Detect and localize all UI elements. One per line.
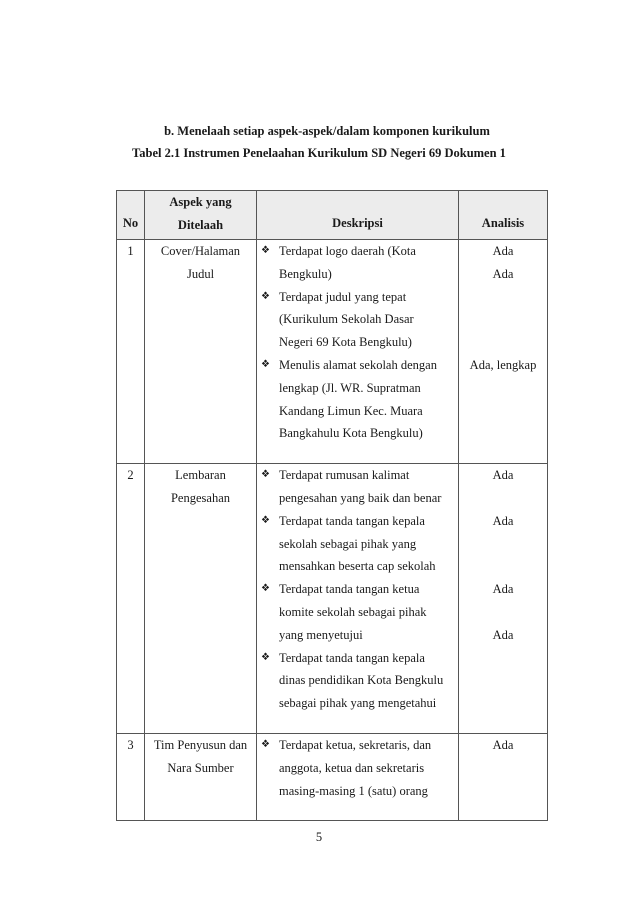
table-row bbox=[117, 464, 548, 734]
analisis-value: Ada bbox=[492, 582, 514, 597]
deskripsi-item bbox=[261, 578, 456, 646]
deskripsi-line: Terdapat tanda tangan kepala bbox=[279, 513, 425, 528]
deskripsi-line: mensahkan beserta cap sekolah bbox=[279, 559, 436, 574]
header-analisis: Analisis bbox=[459, 191, 548, 240]
analisis-value: Ada bbox=[492, 266, 514, 281]
deskripsi-item bbox=[261, 734, 456, 802]
deskripsi-line: Kandang Limun Kec. Muara bbox=[279, 403, 423, 418]
diamond-bullet-icon: ❖ bbox=[261, 651, 270, 663]
deskripsi-item bbox=[261, 464, 456, 510]
deskripsi-line: dinas pendidikan Kota Bengkulu bbox=[279, 673, 444, 688]
analisis-value: Ada, lengkap bbox=[469, 357, 537, 372]
deskripsi-line: Terdapat logo daerah (Kota bbox=[279, 244, 416, 258]
aspek-cell bbox=[145, 733, 257, 820]
analisis-gap bbox=[459, 331, 547, 354]
deskripsi-text bbox=[279, 464, 456, 510]
aspek-cell bbox=[145, 240, 257, 464]
deskripsi-item bbox=[261, 240, 456, 286]
deskripsi-line: Bengkulu) bbox=[279, 266, 332, 281]
diamond-bullet-icon: ❖ bbox=[261, 738, 270, 750]
analisis-value: Ada bbox=[492, 737, 514, 752]
deskripsi-item bbox=[261, 286, 456, 354]
diamond-bullet-icon: ❖ bbox=[261, 245, 270, 256]
deskripsi-item bbox=[261, 510, 456, 578]
table-row bbox=[117, 733, 548, 820]
deskripsi-line: (Kurikulum Sekolah Dasar bbox=[279, 312, 414, 327]
analisis-cell bbox=[459, 733, 548, 820]
analisis-gap bbox=[459, 555, 547, 578]
deskripsi-text bbox=[279, 578, 456, 646]
aspek-line: Tim Penyusun dan bbox=[153, 737, 248, 752]
aspek-line: Judul bbox=[186, 266, 215, 281]
diamond-bullet-icon: ❖ bbox=[261, 290, 270, 302]
deskripsi-line: Terdapat tanda tangan kepala bbox=[279, 650, 425, 665]
deskripsi-line: Terdapat judul yang tepat bbox=[279, 289, 407, 304]
deskripsi-text bbox=[279, 240, 456, 286]
header-aspek-line2: Ditelaah bbox=[177, 218, 224, 232]
analisis-gap bbox=[459, 308, 547, 331]
deskripsi-line: sebagai pihak yang mengetahui bbox=[279, 696, 437, 711]
row-number: 2 bbox=[117, 464, 145, 734]
row-spacer bbox=[261, 715, 456, 733]
analisis-gap bbox=[459, 601, 547, 624]
aspek-line: Pengesahan bbox=[170, 490, 230, 505]
aspek-line: Lembaran bbox=[175, 468, 226, 483]
analisis-cell bbox=[459, 464, 548, 734]
deskripsi-text bbox=[279, 510, 456, 578]
row-spacer bbox=[261, 802, 456, 820]
deskripsi-text bbox=[279, 354, 456, 445]
deskripsi-item bbox=[261, 354, 456, 445]
deskripsi-text bbox=[279, 647, 456, 715]
deskripsi-cell bbox=[257, 240, 459, 464]
table-row bbox=[117, 240, 548, 464]
analisis-gap bbox=[459, 533, 547, 556]
row-spacer bbox=[261, 445, 456, 463]
analisis-gap bbox=[459, 286, 547, 309]
deskripsi-line: Terdapat tanda tangan ketua bbox=[279, 582, 420, 597]
analisis-value: Ada bbox=[492, 468, 514, 483]
deskripsi-text bbox=[279, 734, 456, 802]
header-no: No bbox=[117, 191, 145, 240]
page-number: 5 bbox=[315, 830, 323, 844]
header-aspek bbox=[145, 191, 257, 240]
table-header-row bbox=[117, 191, 548, 240]
analisis-gap bbox=[459, 487, 547, 510]
deskripsi-line: Terdapat ketua, sekretaris, dan bbox=[279, 737, 432, 752]
aspek-line: Cover/Halaman bbox=[160, 244, 241, 258]
instrument-table bbox=[116, 190, 548, 821]
deskripsi-line: pengesahan yang baik dan benar bbox=[279, 490, 442, 505]
row-number: 1 bbox=[117, 240, 145, 464]
section-subtitle: b. Menelaah setiap aspek-aspek/dalam komponen kurikulum bbox=[164, 124, 490, 138]
aspek-cell bbox=[145, 464, 257, 734]
table-title: Tabel 2.1 Instrumen Penelaahan Kurikulum SD Negeri 69 Dokumen 1 bbox=[132, 146, 506, 160]
header-deskripsi: Deskripsi bbox=[257, 191, 459, 240]
header-aspek-line1: Aspek yang bbox=[169, 195, 232, 209]
diamond-bullet-icon: ❖ bbox=[261, 583, 270, 595]
deskripsi-line: Menulis alamat sekolah dengan bbox=[279, 357, 437, 372]
diamond-bullet-icon: ❖ bbox=[261, 358, 270, 370]
deskripsi-line: lengkap (Jl. WR. Supratman bbox=[279, 380, 421, 395]
diamond-bullet-icon: ❖ bbox=[261, 514, 270, 526]
deskripsi-line: yang menyetujui bbox=[279, 627, 363, 642]
deskripsi-line: masing-masing 1 (satu) orang bbox=[279, 783, 428, 798]
deskripsi-line: sekolah sebagai pihak yang bbox=[279, 536, 417, 551]
deskripsi-text bbox=[279, 286, 456, 354]
deskripsi-cell bbox=[257, 464, 459, 734]
analisis-value: Ada bbox=[492, 513, 514, 528]
diamond-bullet-icon: ❖ bbox=[261, 469, 270, 481]
deskripsi-line: Bangkahulu Kota Bengkulu) bbox=[279, 426, 423, 441]
deskripsi-line: komite sekolah sebagai pihak bbox=[279, 604, 427, 619]
analisis-value: Ada bbox=[492, 627, 514, 642]
deskripsi-line: Negeri 69 Kota Bengkulu) bbox=[279, 335, 412, 350]
row-number: 3 bbox=[117, 733, 145, 820]
deskripsi-line: Terdapat rumusan kalimat bbox=[279, 468, 410, 483]
deskripsi-line: anggota, ketua dan sekretaris bbox=[279, 760, 425, 775]
analisis-cell bbox=[459, 240, 548, 464]
analisis-value: Ada bbox=[492, 244, 514, 258]
aspek-line: Nara Sumber bbox=[167, 760, 234, 775]
deskripsi-item bbox=[261, 647, 456, 715]
deskripsi-cell bbox=[257, 733, 459, 820]
